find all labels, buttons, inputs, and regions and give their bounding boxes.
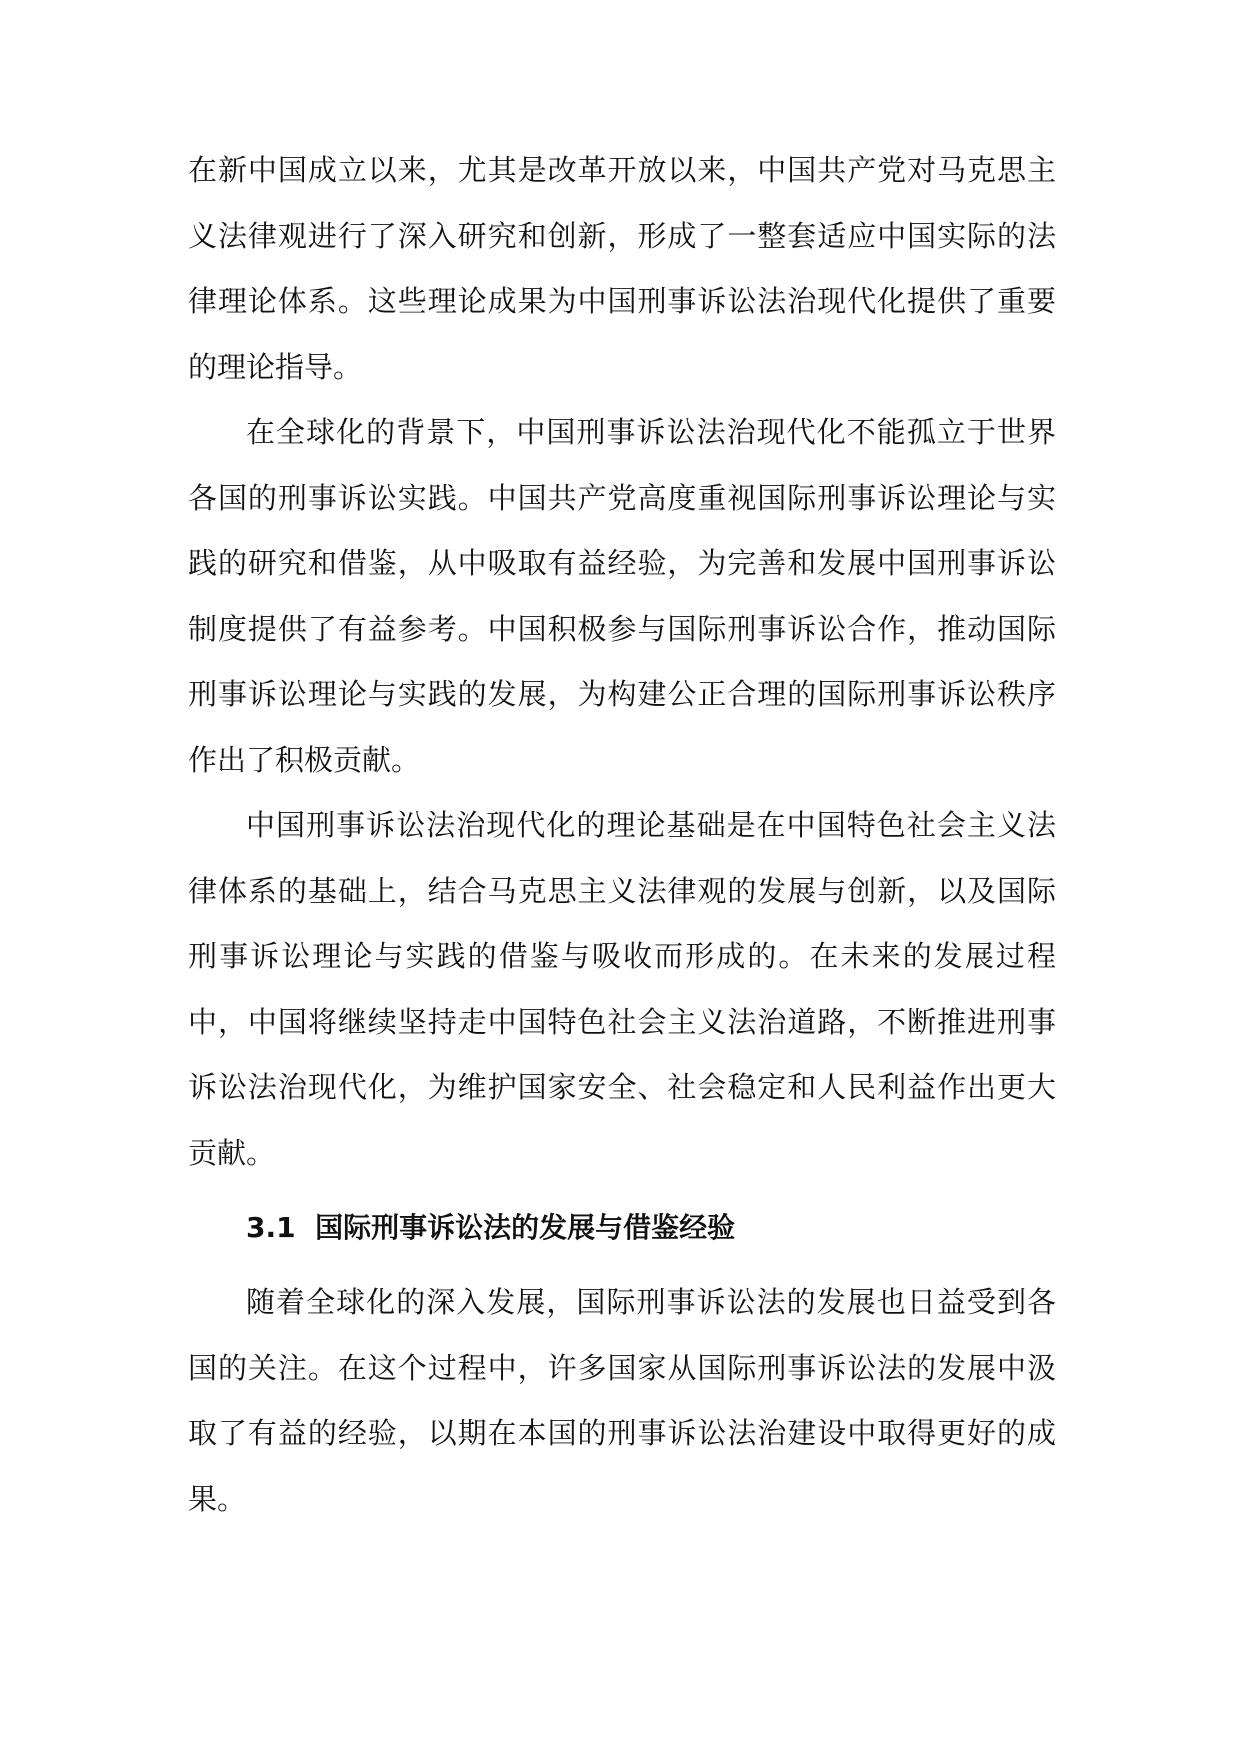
paragraph-1: 在新中国成立以来，尤其是改革开放以来，中国共产党对马克思主义法律观进行了深入研究和创新，形成了一整套适应中国实际的法律理论体系。这些理论成果为中国刑事诉讼法治现代化提供了重要的理论指导。 — [188, 153, 1056, 384]
page-body — [188, 138, 1056, 1532]
section-title: 国际刑事诉讼法的发展与借鉴经验 — [315, 1211, 736, 1244]
section-number: 3.1 — [246, 1211, 296, 1244]
paragraph-3: 中国刑事诉讼法治现代化的理论基础是在中国特色社会主义法律体系的基础上，结合马克思主义法律观的发展与创新，以及国际刑事诉讼理论与实践的借鉴与吸收而形成的。在未来的发展过程中，中国将继续坚持走中国特色社会主义法治道路，不断推进刑事诉讼法治现代化，为维护国家安全、社会稳定和人民利益作出更大贡献。 — [188, 808, 1056, 1170]
section-paragraph-1: 随着全球化的深入发展，国际刑事诉讼法的发展也日益受到各国的关注。在这个过程中，许多国家从国际刑事诉讼法的发展中汲取了有益的经验，以期在本国的刑事诉讼法治建设中取得更好的成果。 — [188, 1285, 1056, 1516]
paragraph-2: 在全球化的背景下，中国刑事诉讼法治现代化不能孤立于世界各国的刑事诉讼实践。中国共产党高度重视国际刑事诉讼理论与实践的研究和借鉴，从中吸取有益经验，为完善和发展中国刑事诉讼制度提供了有益参考。中国积极参与国际刑事诉讼合作，推动国际刑事诉讼理论与实践的发展，为构建公正合理的国际刑事诉讼秩序作出了积极贡献。 — [188, 415, 1056, 777]
section-heading — [188, 1195, 1056, 1260]
